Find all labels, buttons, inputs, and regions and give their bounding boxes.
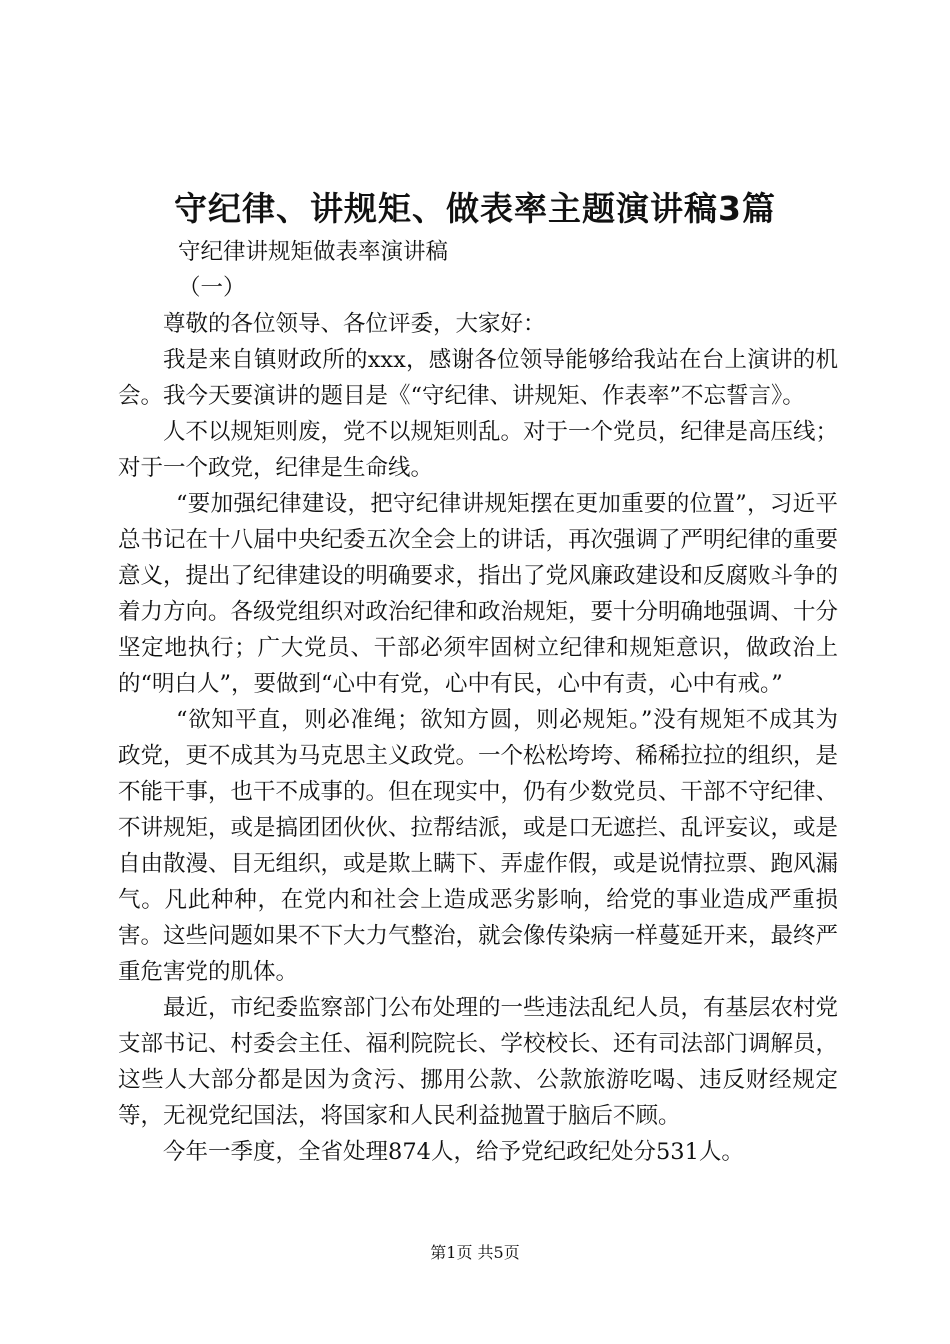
document-body	[118, 234, 838, 1170]
paragraph: 我是来自镇财政所的xxx，感谢各位领导能够给我站在台上演讲的机会。我今天要演讲的题目是《“守纪律、讲规矩、作表率”不忘誓言》。	[118, 347, 838, 409]
paragraph: 今年一季度，全省处理874人，给予党纪政纪处分531人。	[163, 1139, 744, 1165]
paragraph: 最近，市纪委监察部门公布处理的一些违法乱纪人员，有基层农村党支部书记、村委会主任、福利院院长、学校校长、还有司法部门调解员，这些人大部分都是因为贪污、挪用公款、公款旅游吃喝、违反财经规定等，无视党纪国法，将国家和人民利益抛置于脑后不顾。	[118, 995, 839, 1129]
greeting: 尊敬的各位领导、各位评委，大家好：	[163, 311, 546, 337]
section-marker: （一）	[178, 275, 246, 301]
paragraph: “欲知平直，则必准绳；欲知方圆，则必规矩。”没有规矩不成其为政党，更不成其为马克思主义政党。一个松松垮垮、稀稀拉拉的组织，是不能干事，也干不成事的。但在现实中，仍有少数党员、干部不守纪律、不讲规矩，或是搞团团伙伙、拉帮结派，或是口无遮拦、乱评妄议，或是自由散漫、目无组织，或是欺上瞒下、弄虚作假，或是说情拉票、跑风漏气。凡此种种，在党内和社会上造成恶劣影响，给党的事业造成严重损害。这些问题如果不下大力气整治，就会像传染病一样蔓延开来，最终严重危害党的肌体。	[118, 707, 839, 985]
document-title: 守纪律、讲规矩、做表率主题演讲稿3篇	[174, 189, 776, 228]
paragraph: 人不以规矩则废，党不以规矩则乱。对于一个党员，纪律是高压线；对于一个政党，纪律是生命线。	[118, 419, 839, 481]
page-number-footer: 第1页 共5页	[430, 1243, 520, 1262]
paragraph: “要加强纪律建设，把守纪律讲规矩摆在更加重要的位置”，习近平总书记在十八届中央纪委五次全会上的讲话，再次强调了严明纪律的重要意义，提出了纪律建设的明确要求，指出了党风廉政建设和反腐败斗争的着力方向。各级党组织对政治纪律和政治规矩，要十分明确地强调、十分坚定地执行；广大党员、干部必须牢固树立纪律和规矩意识，做政治上的“明白人”，要做到“心中有党，心中有民，心中有责，心中有戒。”	[118, 491, 839, 697]
document-subtitle: 守纪律讲规矩做表率演讲稿	[178, 239, 449, 265]
